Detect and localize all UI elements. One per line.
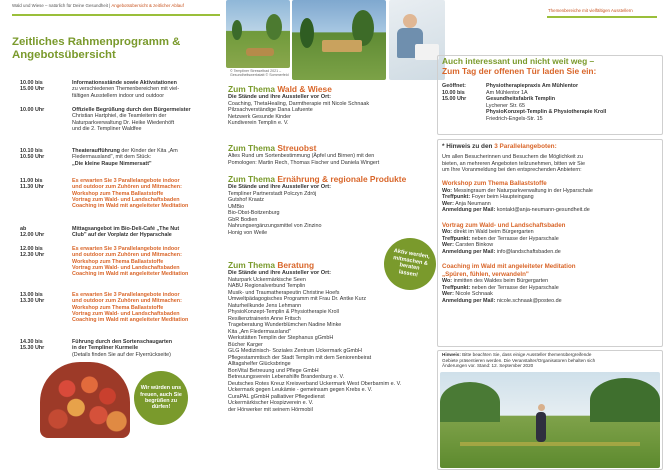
bottom-hint: Hinweis: Bitte beachten Sie, dass einige Aussteller themenübergreifende Gebiete präsentieren werden. Die Veranstalter/Organisatoren behalten sich Änderungen vor. Stand: 12. September 2020	[442, 352, 596, 369]
theme-heading: Zum Thema Wald & Wiese	[228, 84, 332, 94]
park-photo	[226, 0, 290, 68]
theme-section	[228, 143, 438, 166]
schedule-time: 10.00 Uhr	[20, 107, 45, 113]
schedule-time: 13.00 bis 13.30 Uhr	[20, 292, 45, 305]
schedule-time: ab 12.00 Uhr	[20, 226, 45, 239]
welcome-badge: Wir würden uns freuen, auch Sie begrüßen zu dürfen!	[134, 371, 188, 425]
schedule-time: 10.10 bis 10.50 Uhr	[20, 148, 45, 161]
parallel-hint-heading: * Hinweis zu den 3 Parallelangeboten:	[442, 143, 557, 150]
theme-heading: Zum Thema Beratung	[228, 260, 315, 270]
offer-email-link[interactable]: kontakt@anja-neumann-gesundheit.de	[496, 207, 590, 213]
theme-exhibitors: Altes Rund um Sortenbestimmung (Äpfel und Birnen) mit den Pomologen: Martin Rech, Thomas Fischer und Daniela Wingert	[228, 153, 380, 166]
theme-heading: Zum Thema Streuobst	[228, 143, 317, 153]
theme-exhibitors: Die Stände und ihre Aussteller vor Ort: Naturpark Uckermärkische Seen NABU Regionalverbund Templin Musik- und Traumatherapeutin Christine Hoefs Umweltpädagogisches Programm mit Frau Dr. Antke Kurz Naturheilkunde Jens Lehmann PhysioKonzept-Templin & Physiotherapie Kroll Resilienztrainerin Anne Fritsch Trageberatung Wunderblümchen Nadine Minke Kita „Am Fledermausland" Werkstätten Templin der Stephanus gGmbH Bücher Karger GLG Medizinisch- Soziales Zentrum Uckermark gGmbH Pflegestammtisch der Stadt Templin mit dem Seniorenbeirat Alltagshelfer Glücksbringe BonVital Betreuung und Pflege GmbH Betreuungsverein Lebenshilfe Brandenburg e. V. Deutsches Rotes Kreuz Kreisverband Uckermark West Oberbarnim e. V. Uckermark gegen Leukämie - gemeinsam gegen Krebs e. V. CuraPAL gGmbH palliativer Pflegedienst Uckermärkischer Hospizverein e. V. der Hörwerker mit seinem Hörmobil	[228, 270, 402, 413]
venue-list: Physiotherapiepraxis Am Mühlentor Am Mühlentor 1A Gesundheitsfabrik Templin Lychener Str. 65 PhysioKonzept-Templin & Physiotherapie Kroll Friedrich-Engels-Str. 15	[486, 83, 607, 122]
schedule-time: 14.30 bis 15.30 Uhr	[20, 339, 45, 352]
theme-heading: Zum Thema Ernährung & regionale Produkte	[228, 174, 407, 184]
schedule-description: Offizielle Begrüßung durch den Bürgermeister Christian Hartphiel, die Teamleiterin der Naturparkverwaltung Dr. Heike Wiedenhöft und die 2. Templiner Waldfee	[72, 107, 191, 132]
offer-item: Workshop zum Thema Ballaststoffe Wo: Messingraum der Naturparkverwaltung in der Hyparschale Treffpunkt: Foyer beim Haupteingang Wer: Anja Neumann Anmeldung per Mail: kontakt@anja-neumann-gesundheit.de	[442, 180, 593, 213]
open-time-end: 15.00 Uhr	[442, 96, 467, 102]
photo-caption: © Templiner Stresselbad 2021 – Gesundheitswerkstatt © Sommerfeld	[230, 69, 289, 77]
header-right	[548, 8, 633, 13]
schedule-description: Mittagsangebot im Bio-Deli-Café „The Nut Club" auf der Vorplatz der Hyparschale	[72, 226, 180, 239]
header-bar-right	[547, 16, 657, 18]
schedule-time: 10.00 bis 15.00 Uhr	[20, 80, 45, 93]
schedule-time: 11.00 bis 11.30 Uhr	[20, 178, 44, 191]
offer-item: Vortrag zum Wald- und Landschaftsbaden Wo: direkt im Wald beim Bürgergarten Treffpunkt: neben der Terrasse der Hyparschale Wer: Carsten Binkow Anmeldung per Mail: info@landschaftsbaden.de	[442, 221, 566, 255]
schedule-description: Führung durch den Sortenschaugarten in der Templiner Kurmeile (Details finden Sie auf der Flyerrückseite)	[72, 339, 173, 358]
header-left: Wald und Wiese – natürlich für Deine Gesundheit | Angebotsübersicht & zeitlicher Ablauf	[12, 3, 184, 8]
header-left-text: Wald und Wiese – natürlich für Deine Gesundheit	[12, 3, 108, 8]
apples-photo	[40, 362, 130, 438]
header-bar-left	[12, 14, 220, 16]
theme-exhibitors: Die Stände und ihre Aussteller vor Ort: Coaching, ThetaHealing, Darmtherapie mit Nicole Schnaak Pilzsachverständige Dana Lafuente Netzwerk Gesunde Kinder Kundiverein Templin e. V.	[228, 94, 370, 126]
open-label: Geöffnet:	[442, 83, 466, 89]
open-time-start: 10.00 bis	[442, 89, 465, 96]
schedule-description: Es erwarten Sie 3 Parallelangebote indoor und outdoor zum Zuhören und Mitmachen: Workshop zum Thema Ballaststoffe Vortrag zum Wald- und Landschaftsbaden Coaching im Wald mit angeleiteter Meditation	[72, 292, 189, 324]
offer-item: Coaching im Wald mit angeleiteter Meditation „Spüren, fühlen, verwandeln" Wo: inmitten des Waldes beim Bürgergarten Treffpunkt: neben der Terrasse der Hyparschale Wer: Nicole Schnaak Anmeldung per Mail: nicole.schnaak@posteo.de	[442, 263, 576, 304]
offer-email-link[interactable]: nicole.schnaak@posteo.de	[496, 297, 562, 304]
activity-badge: Aktiv werden, mitmachen & beraten lassen!	[380, 234, 440, 294]
page-title: Zeitliches Rahmenprogramm & Angebotsübersicht	[12, 36, 181, 61]
header-left-orange: Angebotsübersicht & zeitlicher Ablauf	[111, 3, 184, 8]
schedule-description: Theateraufführung der Kinder der Kita „Am Fledermausland", mit dem Stück: „Die kleine Raupe Nimmersatt"	[72, 148, 178, 167]
open-house-heading: Auch interessant und nicht weit weg –	[442, 56, 595, 66]
schedule-description: Es erwarten Sie 3 Parallelangebote indoor und outdoor zum Zuhören und Mitmachen: Workshop zum Thema Ballaststoffe Vortrag zum Wald- und Landschaftsbaden Coaching im Wald mit angeleiteter Meditation	[72, 246, 189, 278]
theme-section	[228, 174, 438, 236]
parallel-hint-text: Um allen Besucherinnen und Besuchern die Möglichkeit zu bieten, an mehreren Angeboten teilzunehmen, bitten wir Sie um Ihre Voranmeldung bei den entsprechenden Anbietern:	[442, 154, 585, 173]
offer-email-link[interactable]: info@landschaftsbaden.de	[496, 248, 561, 255]
theme-exhibitors: Die Stände und ihre Aussteller vor Ort: Templiner Partnerstadt Polczyn Zdrój Gutshof Kraatz UMBio Bio-Obst-Boitzenburg GbR Bodien Nahrungsergänzungsmittel von Zinzino Honig von Weile	[228, 184, 331, 236]
schedule-time: 12.00 bis 12.30 Uhr	[20, 246, 45, 259]
schedule-description: Informationsstände sowie Aktivstationen zu verschiedenen Themenbereichen mit viel- fältigen Ausstellern indoor und outdoor	[72, 80, 180, 99]
meadow-photo	[440, 372, 660, 468]
garden-photo	[292, 0, 386, 80]
open-house-subheading: Zum Tag der offenen Tür laden Sie ein:	[442, 66, 597, 76]
schedule-description: Es erwarten Sie 3 Parallelangebote indoor und outdoor zum Zuhören und Mitmachen: Workshop zum Thema Ballaststoffe Vortrag zum Wald- und Landschaftsbaden Coaching im Wald mit angeleiteter Meditation	[72, 178, 189, 210]
theme-section	[228, 84, 438, 127]
offer-list	[442, 180, 656, 312]
header-right-orange: Themenbereiche mit vielfältigen Ausstellern	[548, 8, 633, 13]
